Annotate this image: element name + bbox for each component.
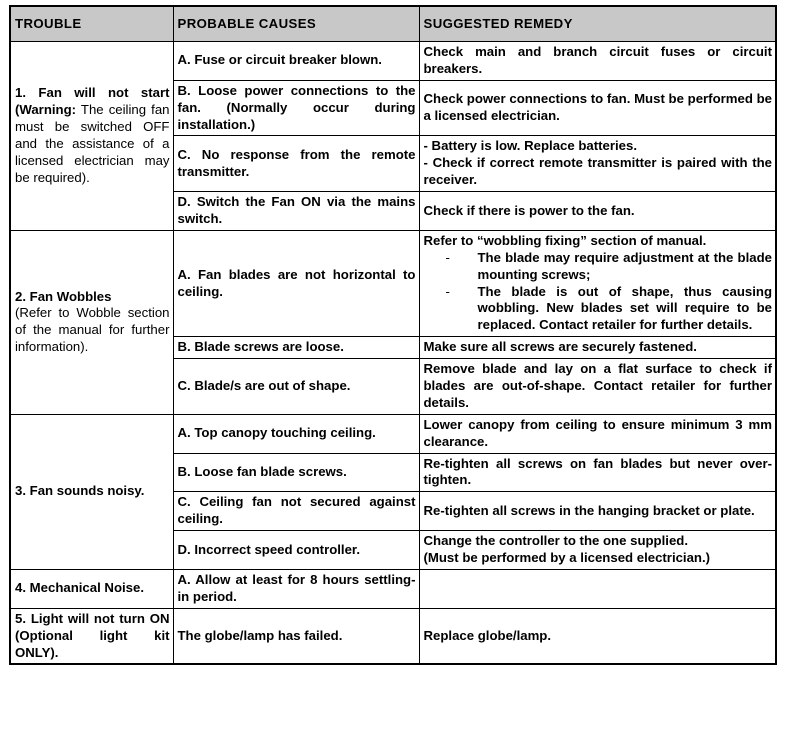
trouble-cell-3: [10, 414, 173, 569]
remedy-cell: Make sure all screws are securely fastened.: [419, 337, 776, 359]
trouble-cell-2: [10, 230, 173, 414]
trouble-cell-1: [10, 42, 173, 231]
remedy-line: - Battery is low. Replace batteries.: [423, 138, 638, 154]
trouble-note-1: The ceiling fan must be switched OFF and the assistance of a licensed electrician may be required).: [15, 102, 170, 185]
table-header: [10, 6, 776, 42]
trouble-title-1: 1. Fan will not start: [15, 85, 170, 101]
column-header-suggested-remedy: SUGGESTED REMEDY: [419, 6, 776, 42]
dash-bullet-icon: -: [445, 283, 450, 299]
remedy-intro: Refer to “wobbling fixing” section of manual.: [423, 232, 707, 248]
remedy-cell-empty: [419, 569, 776, 608]
cause-cell: The globe/lamp has failed.: [173, 608, 419, 664]
remedy-cell: Re-tighten all screws in the hanging bracket or plate.: [419, 492, 776, 531]
cause-cell: A. Fan blades are not horizontal to ceiling.: [173, 230, 419, 336]
column-header-probable-causes: PROBABLE CAUSES: [173, 6, 419, 42]
troubleshooting-table: [9, 5, 777, 665]
column-header-trouble: TROUBLE: [10, 6, 173, 42]
table-body: [10, 42, 776, 665]
list-item: [426, 284, 773, 335]
remedy-cell: Re-tighten all screws on fan blades but never over-tighten.: [419, 453, 776, 492]
remedy-cell: Check main and branch circuit fuses or circuit breakers.: [419, 42, 776, 81]
trouble-note-2: (Refer to Wobble section of the manual for further information).: [15, 305, 170, 355]
cause-cell: A. Top canopy touching ceiling.: [173, 414, 419, 453]
table-row: [10, 608, 776, 664]
remedy-cell: Check power connections to fan. Must be performed be a licensed electrician.: [419, 80, 776, 136]
list-item: [426, 250, 773, 284]
cause-cell: B. Loose power connections to the fan. (Normally occur during installation.): [173, 80, 419, 136]
remedy-cell: Remove blade and lay on a flat surface to check if blades are out-of-shape. Contact retailer for further details.: [419, 359, 776, 415]
list-item-label: The blade is out of shape, thus causing wobbling. New blades set will require to be replaced. Contact retailer for further details.: [477, 283, 772, 333]
remedy-cell: Check if there is power to the fan.: [419, 192, 776, 231]
remedy-cell: [419, 136, 776, 192]
table-row: [10, 569, 776, 608]
cause-cell: D. Switch the Fan ON via the mains switch.: [173, 192, 419, 231]
table-row: [10, 42, 776, 81]
dash-bullet-icon: -: [445, 249, 450, 265]
cause-cell: D. Incorrect speed controller.: [173, 531, 419, 570]
trouble-warning-label-1: (Warning:: [15, 102, 77, 118]
trouble-title-3: 3. Fan sounds noisy.: [15, 483, 145, 499]
trouble-cell-5: [10, 608, 173, 664]
trouble-cell-4: [10, 569, 173, 608]
remedy-cell: Replace globe/lamp.: [419, 608, 776, 664]
header-row: [10, 6, 776, 42]
trouble-title-5: 5. Light will not turn ON (Optional light kit ONLY).: [15, 610, 170, 660]
table-row: [10, 414, 776, 453]
trouble-title-2: 2. Fan Wobbles: [15, 288, 112, 304]
cause-cell: C. Ceiling fan not secured against ceiling.: [173, 492, 419, 531]
remedy-cell: [419, 531, 776, 570]
cause-cell: B. Loose fan blade screws.: [173, 453, 419, 492]
cause-cell: C. Blade/s are out of shape.: [173, 359, 419, 415]
remedy-cell: Lower canopy from ceiling to ensure minimum 3 mm clearance.: [419, 414, 776, 453]
remedy-bullet-list: [424, 250, 773, 334]
trouble-title-4: 4. Mechanical Noise.: [15, 580, 144, 596]
cause-cell: B. Blade screws are loose.: [173, 337, 419, 359]
remedy-line: Change the controller to the one supplied.: [423, 533, 688, 549]
table-row: [10, 230, 776, 336]
remedy-cell: [419, 230, 776, 336]
cause-cell: A. Allow at least for 8 hours settling-in period.: [173, 569, 419, 608]
list-item-label: The blade may require adjustment at the blade mounting screws;: [477, 249, 772, 282]
remedy-line: - Check if correct remote transmitter is paired with the receiver.: [423, 155, 772, 188]
cause-cell: A. Fuse or circuit breaker blown.: [173, 42, 419, 81]
cause-cell: C. No response from the remote transmitter.: [173, 136, 419, 192]
remedy-line: (Must be performed by a licensed electrician.): [423, 550, 711, 566]
